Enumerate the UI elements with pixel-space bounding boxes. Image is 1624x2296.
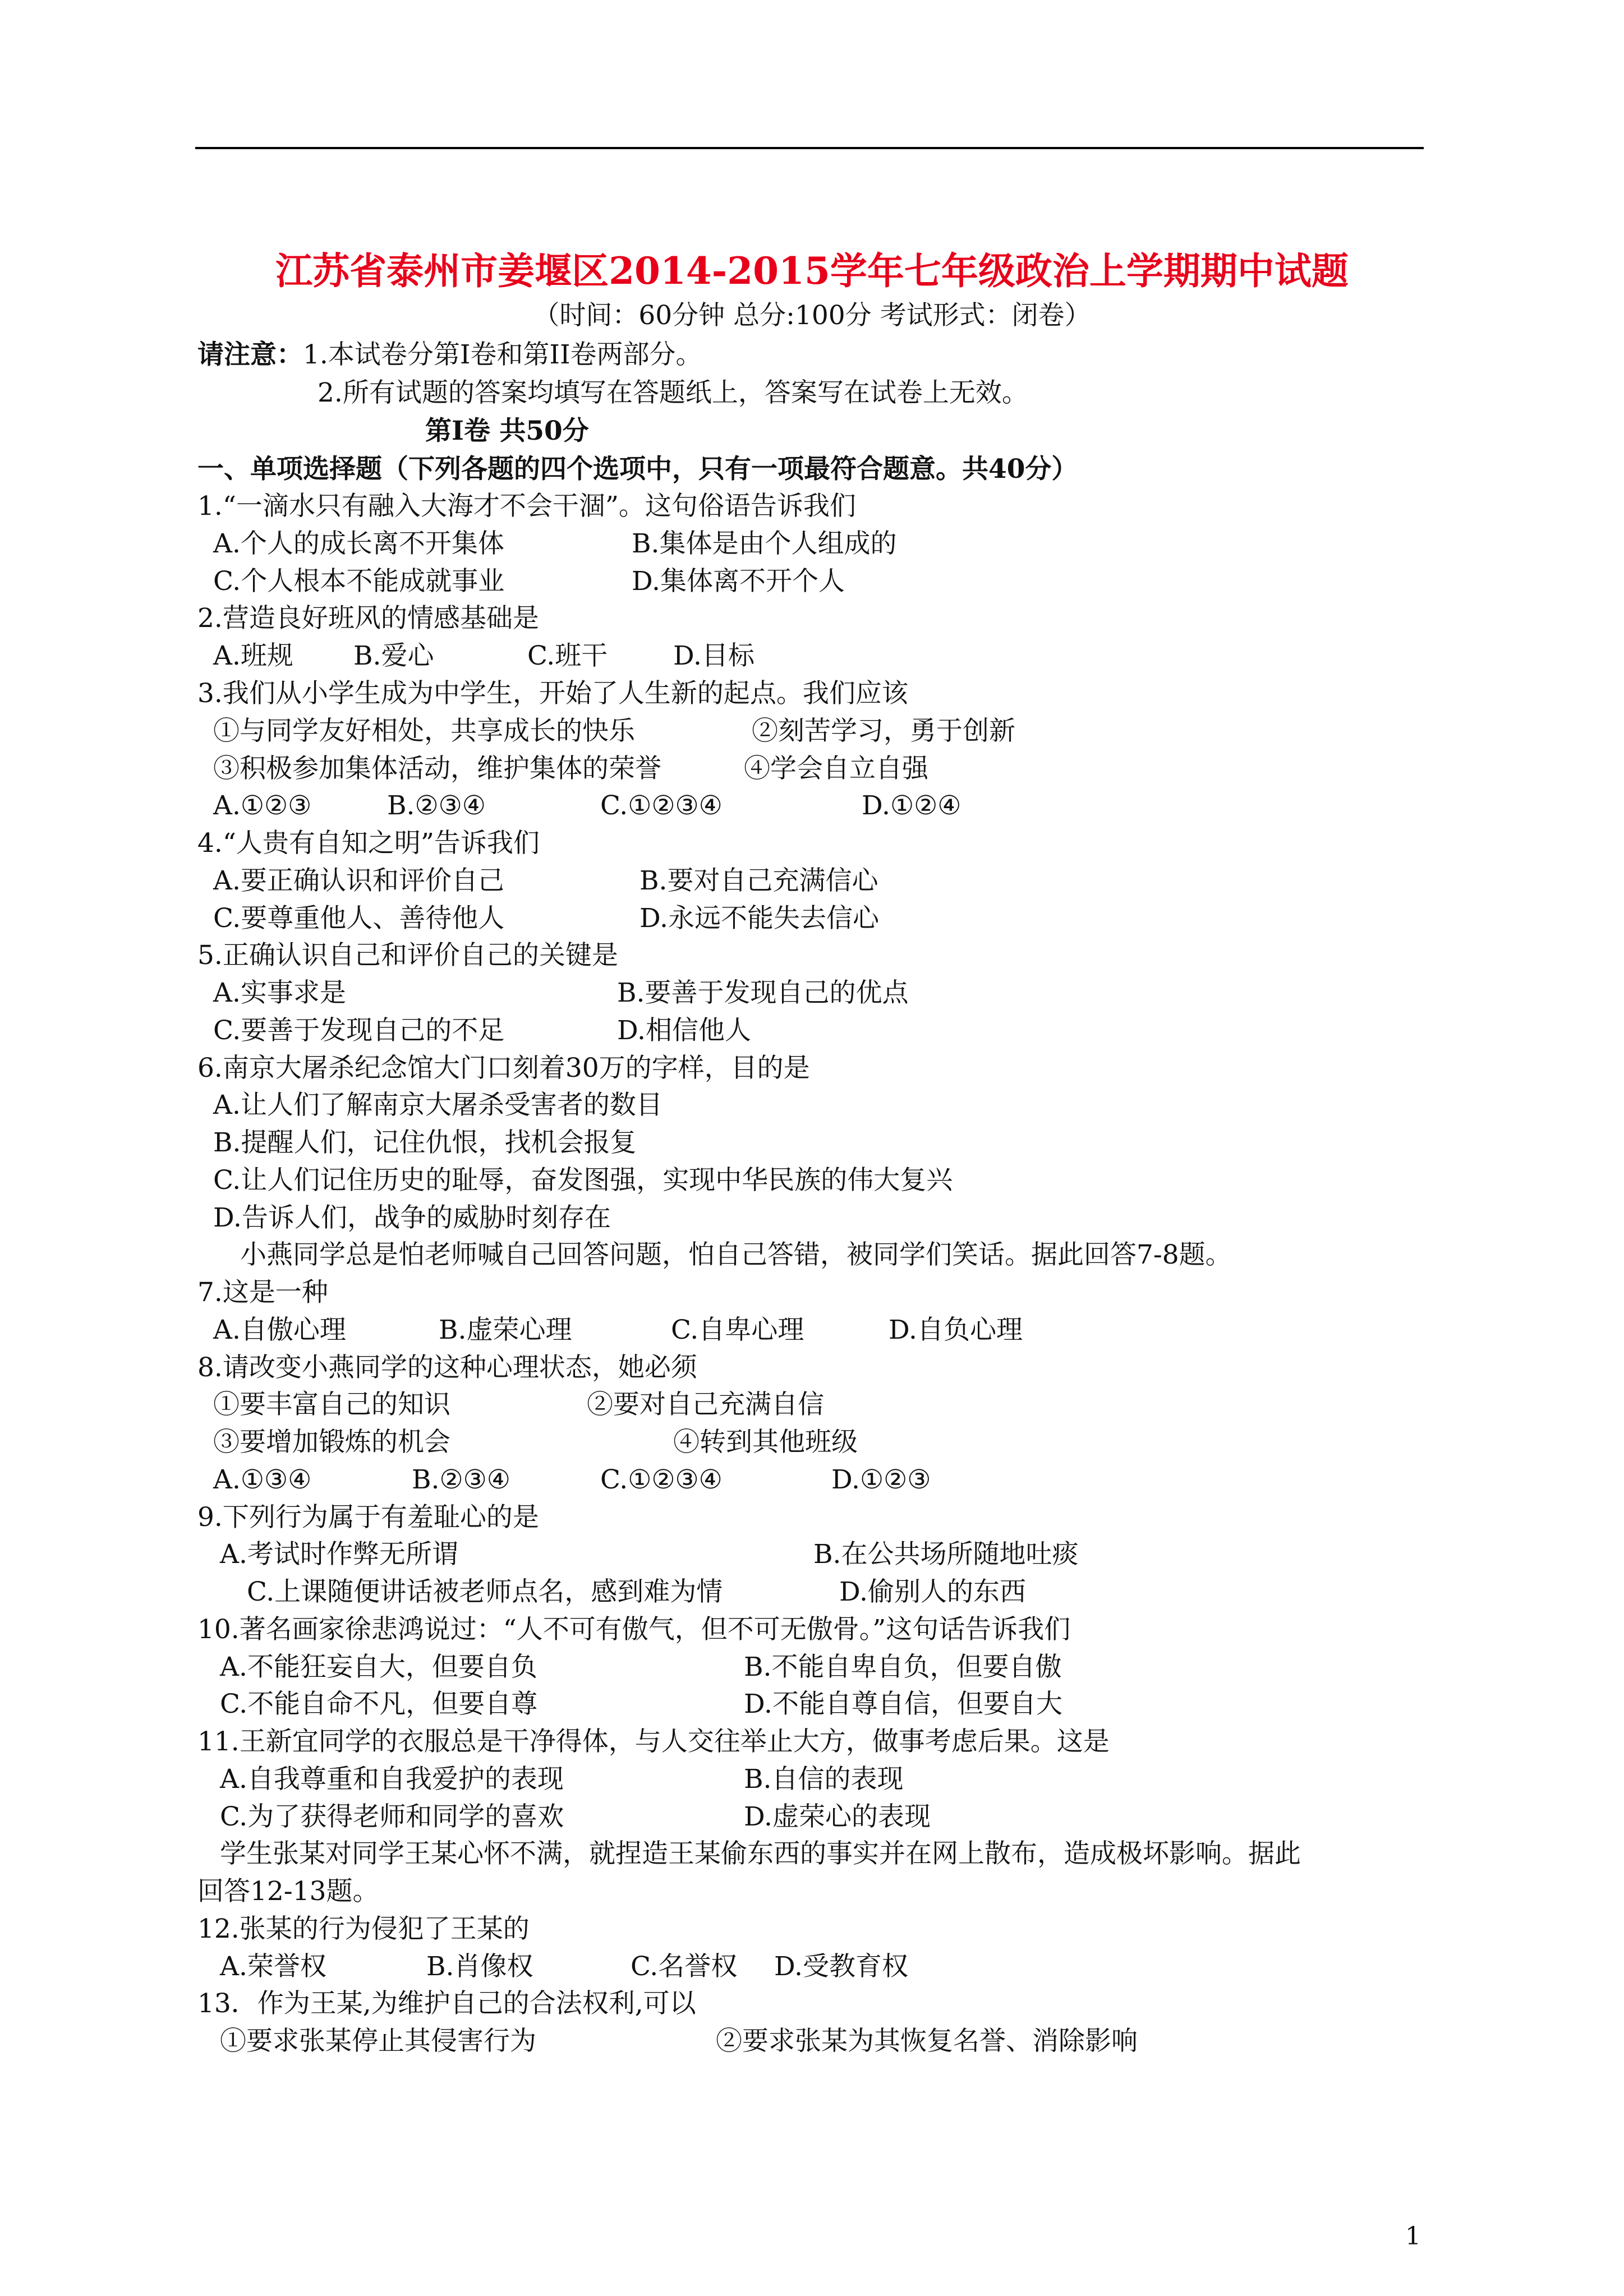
option: A.让人们了解南京大屠杀受害者的数目 bbox=[213, 1090, 663, 1121]
option: B.②③④ bbox=[412, 1464, 510, 1495]
statement: ①要丰富自己的知识 bbox=[213, 1389, 450, 1420]
section-header: 第Ⅰ卷 共50分 bbox=[425, 416, 589, 446]
option: B.集体是由个人组成的 bbox=[632, 528, 897, 559]
option: A.班规 bbox=[213, 640, 293, 671]
question-text: 4.“人贵有自知之明”告诉我们 bbox=[197, 828, 540, 859]
option: C.个人根本不能成就事业 bbox=[213, 566, 505, 597]
option: D.相信他人 bbox=[617, 1015, 751, 1046]
option: D.不能自尊自信，但要自大 bbox=[744, 1689, 1062, 1719]
option: B.肖像权 bbox=[426, 1951, 533, 1982]
question-text: 11.王新宜同学的衣服总是干净得体，与人交往举止大方，做事考虑后果。这是 bbox=[197, 1726, 1110, 1757]
option: C.不能自命不凡，但要自尊 bbox=[220, 1689, 538, 1719]
option: A.荣誉权 bbox=[220, 1951, 326, 1982]
option: C.要尊重他人、善待他人 bbox=[213, 903, 505, 934]
option: D.受教育权 bbox=[774, 1951, 908, 1982]
notice-item-1: 1.本试卷分第Ⅰ卷和第II卷两部分。 bbox=[303, 339, 702, 370]
statement: ②要对自己充满自信 bbox=[587, 1389, 824, 1420]
option: A.①③④ bbox=[213, 1464, 312, 1495]
option: B.虚荣心理 bbox=[439, 1315, 572, 1345]
option: A.①②③ bbox=[213, 790, 312, 821]
option: D.偷别人的东西 bbox=[839, 1576, 1026, 1607]
option: C.让人们记住历史的耻辱，奋发图强，实现中华民族的伟大复兴 bbox=[213, 1165, 953, 1196]
statement: ①与同学友好相处，共享成长的快乐 bbox=[213, 716, 635, 746]
question-text: 13．作为王某,为维护自己的合法权利,可以 bbox=[197, 1988, 696, 2019]
option: A.不能狂妄自大，但要自负 bbox=[220, 1652, 537, 1682]
option: C.上课随便讲话被老师点名，感到难为情 bbox=[247, 1576, 723, 1607]
option: B.自信的表现 bbox=[744, 1764, 904, 1795]
option: C.自卑心理 bbox=[671, 1315, 804, 1345]
question-text: 8.请改变小燕同学的这种心理状态，她必须 bbox=[197, 1352, 697, 1383]
option: D.集体离不开个人 bbox=[632, 566, 845, 597]
option: D.永远不能失去信心 bbox=[640, 903, 879, 934]
statement: ①要求张某停止其侵害行为 bbox=[220, 2026, 536, 2057]
exam-info: （时间：60分钟 总分:100分 考试形式：闭卷） bbox=[533, 300, 1091, 331]
option: B.爱心 bbox=[353, 640, 434, 671]
option: C.①②③④ bbox=[600, 790, 723, 821]
option: B.不能自卑自负，但要自傲 bbox=[744, 1652, 1062, 1682]
option: D.目标 bbox=[673, 640, 755, 671]
question-text: 10.著名画家徐悲鸿说过：“人不可有傲气，但不可无傲骨。”这句话告诉我们 bbox=[197, 1614, 1071, 1645]
option: A.实事求是 bbox=[213, 978, 346, 1008]
question-text: 9.下列行为属于有羞耻心的是 bbox=[197, 1502, 539, 1533]
option: B.要对自己充满信心 bbox=[640, 865, 878, 896]
material-text: 学生张某对同学王某心怀不满，就捏造王某偷东西的事实并在网上散布，造成极坏影响。据此 bbox=[220, 1838, 1301, 1869]
option: C.为了获得老师和同学的喜欢 bbox=[220, 1801, 564, 1832]
option: D.告诉人们，战争的威胁时刻存在 bbox=[213, 1202, 611, 1233]
material-text: 小燕同学总是怕老师喊自己回答问题，怕自己答错，被同学们笑话。据此回答7-8题。 bbox=[240, 1239, 1232, 1270]
statement: ④转到其他班级 bbox=[673, 1427, 858, 1458]
material-text: 回答12-13题。 bbox=[197, 1876, 379, 1907]
header-rule bbox=[195, 147, 1424, 149]
question-text: 2.营造良好班风的情感基础是 bbox=[197, 603, 539, 634]
option: B.在公共场所随地吐痰 bbox=[813, 1539, 1079, 1570]
option: A.自我尊重和自我爱护的表现 bbox=[220, 1764, 564, 1795]
question-text: 1.“一滴水只有融入大海才不会干涸”。这句俗语告诉我们 bbox=[197, 491, 856, 522]
question-text: 12.张某的行为侵犯了王某的 bbox=[197, 1914, 530, 1944]
statement: ②刻苦学习，勇于创新 bbox=[752, 716, 1015, 746]
option: B.②③④ bbox=[387, 790, 486, 821]
statement: ②要求张某为其恢复名誉、消除影响 bbox=[716, 2026, 1138, 2057]
option: C.①②③④ bbox=[600, 1464, 723, 1495]
option: D.①②④ bbox=[862, 790, 961, 821]
statement: ④学会自立自强 bbox=[744, 753, 928, 784]
option: A.自傲心理 bbox=[213, 1315, 346, 1345]
option: A.考试时作弊无所谓 bbox=[220, 1539, 458, 1570]
question-text: 7.这是一种 bbox=[197, 1277, 328, 1308]
option: C.班干 bbox=[527, 640, 608, 671]
option: B.要善于发现自己的优点 bbox=[617, 978, 909, 1008]
page-number: 1 bbox=[1405, 2222, 1421, 2251]
option: D.①②③ bbox=[831, 1464, 931, 1495]
statement: ③要增加锻炼的机会 bbox=[213, 1427, 450, 1458]
notice-item-2: 2.所有试题的答案均填写在答题纸上，答案写在试卷上无效。 bbox=[318, 377, 1028, 408]
question-text: 5.正确认识自己和评价自己的关键是 bbox=[197, 940, 618, 971]
notice-label: 请注意： bbox=[197, 339, 303, 370]
question-text: 6.南京大屠杀纪念馆大门口刻着30万的字样，目的是 bbox=[197, 1053, 810, 1084]
option: C.名誉权 bbox=[631, 1951, 738, 1982]
option: D.虚荣心的表现 bbox=[744, 1801, 931, 1832]
option: B.提醒人们，记住仇恨，找机会报复 bbox=[213, 1127, 637, 1158]
option: A.个人的成长离不开集体 bbox=[213, 528, 504, 559]
question-text: 3.我们从小学生成为中学生，开始了人生新的起点。我们应该 bbox=[197, 678, 908, 709]
document-title: 江苏省泰州市姜堰区2014-2015学年七年级政治上学期期中试题 bbox=[275, 249, 1349, 293]
option: A.要正确认识和评价自己 bbox=[213, 865, 504, 896]
option: C.要善于发现自己的不足 bbox=[213, 1015, 505, 1046]
statement: ③积极参加集体活动，维护集体的荣誉 bbox=[213, 753, 661, 784]
option: D.自负心理 bbox=[889, 1315, 1023, 1345]
part-header: 一、单项选择题（下列各题的四个选项中，只有一项最符合题意。共40分） bbox=[197, 454, 1078, 485]
